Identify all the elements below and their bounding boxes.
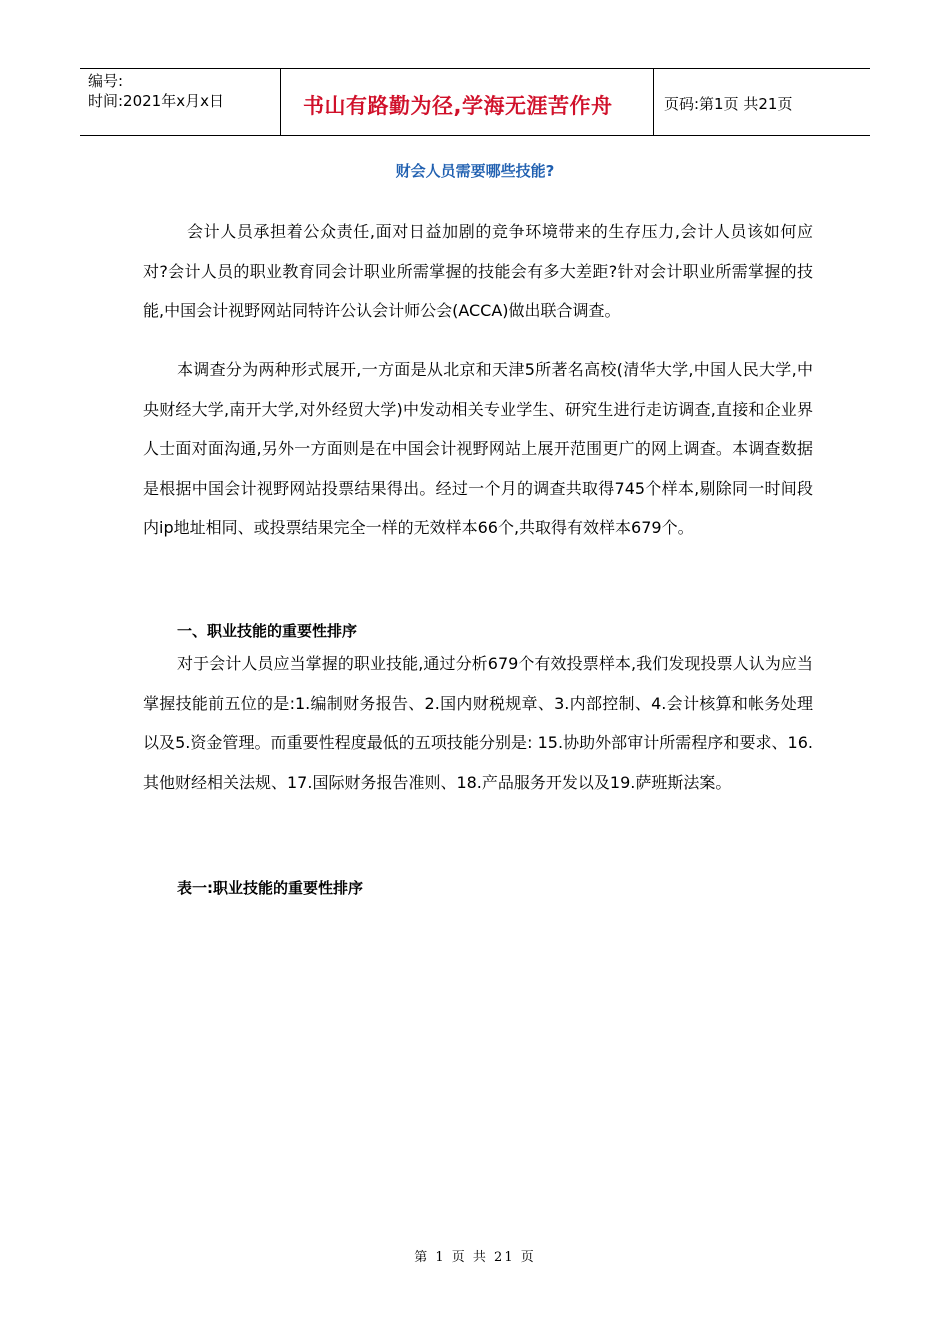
document-number-label: 编号: xyxy=(88,72,124,90)
paragraph-survey-method: 本调查分为两种形式展开,一方面是从北京和天津5所著名高校(清华大学,中国人民大学,中央财经大学,南开大学,对外经贸大学)中发动相关专业学生、研究生进行走访调查,直接和企业界人士面对面沟通,另外一方面则是在中国会计视野网站上展开范围更广的网上调查。本调查数据是根据中国会计视野网站投票结果得出。经过一个月的调查共取得745个样本,剔除同一时间段内ip地址相同、或投票结果完全一样的无效样本66个,共取得有效样本679个。 xyxy=(143,360,813,537)
paragraph-intro: 会计人员承担着公众责任,面对日益加剧的竞争环境带来的生存压力,会计人员该如何应对?会计人员的职业教育同会计职业所需掌握的技能会有多大差距?针对会计职业所需掌握的技能,中国会计视野网站同特许公认会计师公会(ACCA)做出联合调查。 xyxy=(143,222,813,320)
table-caption: 表一:职业技能的重要性排序 xyxy=(177,879,363,897)
paragraph-skill-ranking: 对于会计人员应当掌握的职业技能,通过分析679个有效投票样本,我们发现投票人认为应当掌握技能前五位的是:1.编制财务报告、2.国内财税规章、3.内部控制、4.会计核算和帐务处理以及5.资金管理。而重要性程度最低的五项技能分别是: 15.协助外部审计所需程序和要求、16.其他财经相关法规、17.国际财务报告准则、18.产品服务开发以及19.萨班斯法案。 xyxy=(143,654,813,792)
section-heading-skill-ranking: 一、职业技能的重要性排序 xyxy=(177,622,358,640)
page-footer: 第 1 页 共 21 页 xyxy=(414,1250,536,1265)
header-page-info: 页码:第1页 共21页 xyxy=(664,94,793,113)
document-header xyxy=(80,68,870,136)
document-title: 财会人员需要哪些技能? xyxy=(395,162,555,180)
document-date-label: 时间:2021年x月x日 xyxy=(88,92,224,110)
header-meta xyxy=(80,69,281,135)
header-motto: 书山有路勤为径,学海无涯苦作舟 xyxy=(281,69,654,135)
